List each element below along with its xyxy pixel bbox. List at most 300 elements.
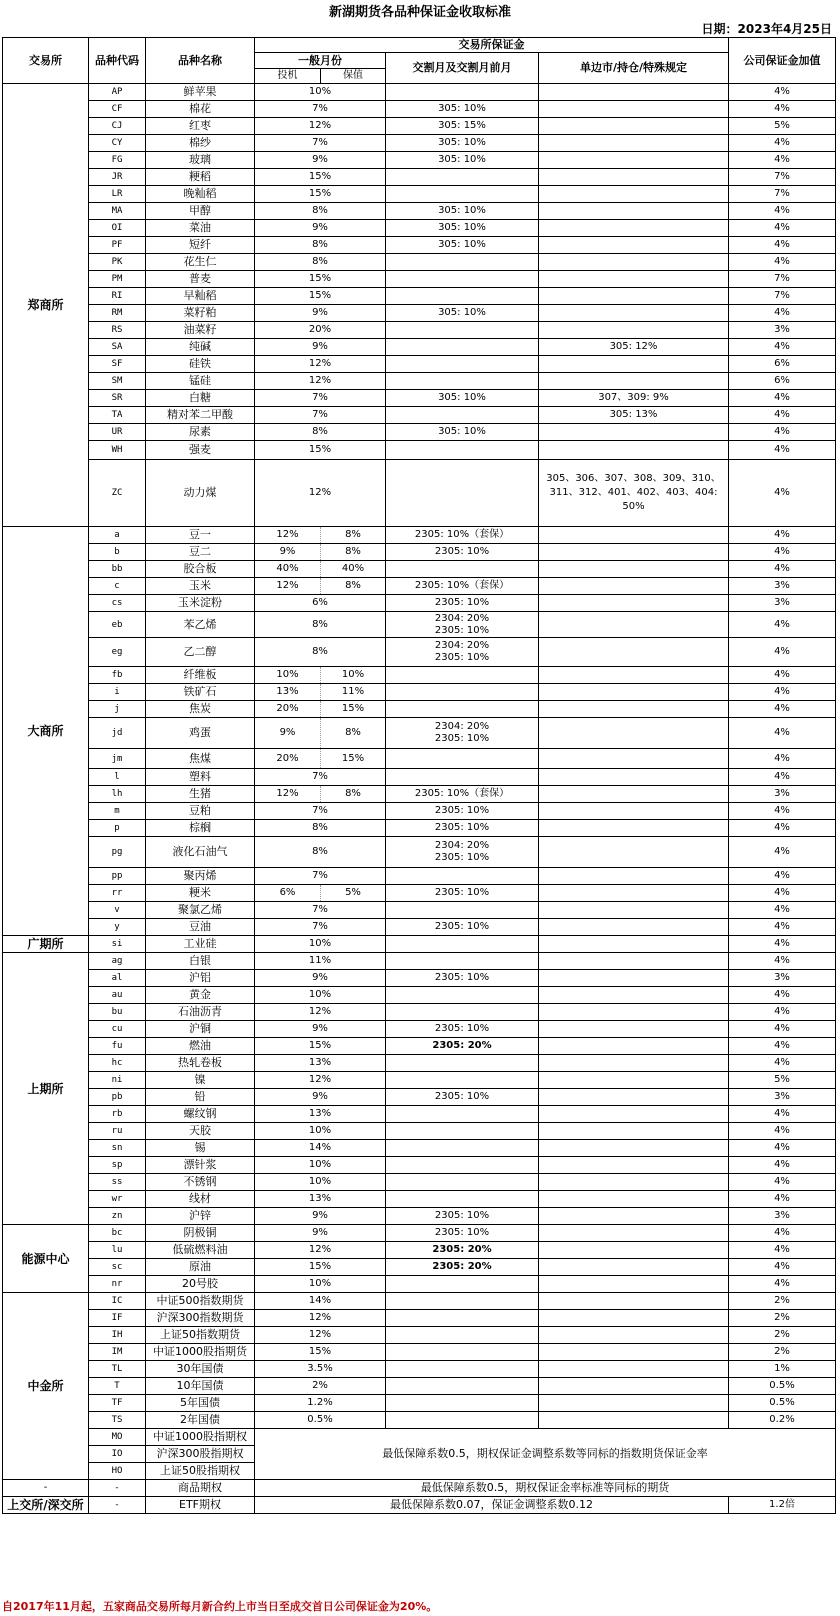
speculation-rate: 6% (255, 885, 321, 902)
product-code: FG (89, 152, 146, 169)
delivery-rate (386, 1140, 539, 1157)
special-rule (539, 305, 729, 322)
options-note: 最低保障系数0.5，期权保证金率标准等同标的期货 (255, 1480, 836, 1497)
company-add: 4% (729, 1157, 836, 1174)
special-rule (539, 786, 729, 803)
delivery-rate (386, 902, 539, 919)
product-code: v (89, 902, 146, 919)
table-row (3, 254, 836, 271)
product-name: 玻璃 (146, 152, 255, 169)
product-code: bb (89, 561, 146, 578)
product-code: IM (89, 1344, 146, 1361)
options-note: 最低保障系数0.5，期权保证金调整系数等同标的指数期货保证金率 (255, 1429, 836, 1480)
general-rate: 9% (255, 305, 386, 322)
exchange-name: 大商所 (3, 527, 89, 936)
product-code: T (89, 1378, 146, 1395)
general-rate: 12% (255, 356, 386, 373)
special-rule: 305: 13% (539, 407, 729, 424)
speculation-rate: 12% (255, 527, 321, 544)
general-rate: 13% (255, 1106, 386, 1123)
special-rule (539, 254, 729, 271)
product-name: 上证50股指期权 (146, 1463, 255, 1480)
table-row (3, 1293, 836, 1310)
general-rate: 7% (255, 101, 386, 118)
general-rate: 7% (255, 902, 386, 919)
table-row (3, 356, 836, 373)
table-row (3, 1038, 836, 1055)
product-code: SF (89, 356, 146, 373)
special-rule (539, 220, 729, 237)
special-rule (539, 135, 729, 152)
table-row (3, 837, 836, 868)
product-code: PK (89, 254, 146, 271)
general-rate: 11% (255, 953, 386, 970)
general-rate: 10% (255, 1123, 386, 1140)
delivery-rate: 2305: 10% (386, 1021, 539, 1038)
table-row (3, 1157, 836, 1174)
table-row (3, 1310, 836, 1327)
company-add: 4% (729, 684, 836, 701)
general-rate: 12% (255, 118, 386, 135)
company-add: 3% (729, 1089, 836, 1106)
product-code: PF (89, 237, 146, 254)
company-add: 6% (729, 356, 836, 373)
general-rate: 10% (255, 936, 386, 953)
delivery-rate (386, 769, 539, 786)
general-rate: 12% (255, 1242, 386, 1259)
special-rule (539, 118, 729, 135)
special-rule (539, 1174, 729, 1191)
delivery-rate (386, 1327, 539, 1344)
product-code: MA (89, 203, 146, 220)
company-add: 4% (729, 769, 836, 786)
special-rule (539, 373, 729, 390)
product-name: 30年国债 (146, 1361, 255, 1378)
header-hedge: 保值 (321, 69, 386, 84)
table-row (3, 305, 836, 322)
product-name: 棕榈 (146, 820, 255, 837)
table-row (3, 612, 836, 638)
table-row (3, 527, 836, 544)
table-row (3, 1412, 836, 1429)
delivery-rate: 2305: 10% (386, 885, 539, 902)
general-rate: 10% (255, 84, 386, 101)
delivery-rate: 2305: 10% (386, 970, 539, 987)
delivery-rate (386, 684, 539, 701)
product-name: 沪铝 (146, 970, 255, 987)
product-code: TL (89, 1361, 146, 1378)
company-add: 4% (729, 1276, 836, 1293)
product-code: ag (89, 953, 146, 970)
general-rate: 8% (255, 424, 386, 441)
product-name: 苯乙烯 (146, 612, 255, 638)
delivery-rate (386, 271, 539, 288)
delivery-rate (386, 1293, 539, 1310)
product-name: 沪深300指数期货 (146, 1310, 255, 1327)
table-row (3, 595, 836, 612)
delivery-rate (386, 749, 539, 769)
special-rule (539, 769, 729, 786)
speculation-rate: 12% (255, 786, 321, 803)
product-code: WH (89, 441, 146, 460)
delivery-rate (386, 1276, 539, 1293)
margin-table-body (3, 84, 836, 1514)
general-rate: 9% (255, 1021, 386, 1038)
table-row (3, 186, 836, 203)
product-name: 中证1000股指期货 (146, 1344, 255, 1361)
company-add: 1.2倍 (729, 1497, 836, 1514)
product-code: LR (89, 186, 146, 203)
product-code: IF (89, 1310, 146, 1327)
special-rule (539, 561, 729, 578)
delivery-rate: 2305: 10% (386, 1089, 539, 1106)
company-add: 4% (729, 1191, 836, 1208)
special-rule (539, 953, 729, 970)
company-add: 2% (729, 1327, 836, 1344)
table-row (3, 1344, 836, 1361)
product-name: 塑料 (146, 769, 255, 786)
table-row (3, 749, 836, 769)
company-add: 4% (729, 220, 836, 237)
special-rule (539, 667, 729, 684)
header-delivery: 交割月及交割月前月 (386, 53, 539, 84)
table-row (3, 953, 836, 970)
product-name: 晚籼稻 (146, 186, 255, 203)
table-row (3, 987, 836, 1004)
product-name: 菜籽粕 (146, 305, 255, 322)
product-code: RI (89, 288, 146, 305)
table-row (3, 701, 836, 718)
company-add: 6% (729, 373, 836, 390)
product-code: SR (89, 390, 146, 407)
product-name: 油菜籽 (146, 322, 255, 339)
general-rate: 9% (255, 1225, 386, 1242)
product-code: TA (89, 407, 146, 424)
company-add: 4% (729, 1140, 836, 1157)
product-name: 花生仁 (146, 254, 255, 271)
product-code: IC (89, 1293, 146, 1310)
product-name: 聚丙烯 (146, 868, 255, 885)
general-rate: 7% (255, 919, 386, 936)
table-row (3, 390, 836, 407)
table-row (3, 638, 836, 667)
delivery-rate (386, 356, 539, 373)
product-code: - (89, 1497, 146, 1514)
company-add: 4% (729, 339, 836, 356)
delivery-rate (386, 1395, 539, 1412)
company-add: 4% (729, 1055, 836, 1072)
product-name: 漂针浆 (146, 1157, 255, 1174)
table-row (3, 84, 836, 101)
general-rate: 14% (255, 1140, 386, 1157)
delivery-rate (386, 701, 539, 718)
product-name: 锡 (146, 1140, 255, 1157)
table-row (3, 561, 836, 578)
company-add: 4% (729, 561, 836, 578)
product-code: rr (89, 885, 146, 902)
table-row (3, 441, 836, 460)
table-row (3, 373, 836, 390)
delivery-rate: 2305: 10%（套保） (386, 527, 539, 544)
special-rule (539, 1361, 729, 1378)
margin-table (2, 37, 836, 1514)
table-row (3, 101, 836, 118)
table-row (3, 718, 836, 749)
special-rule (539, 1344, 729, 1361)
company-add: 2% (729, 1344, 836, 1361)
product-code: sp (89, 1157, 146, 1174)
table-row (3, 578, 836, 595)
delivery-rate (386, 1004, 539, 1021)
hedge-rate: 8% (321, 578, 386, 595)
product-name: 焦煤 (146, 749, 255, 769)
product-name: 铁矿石 (146, 684, 255, 701)
product-name: ETF期权 (146, 1497, 255, 1514)
special-rule (539, 885, 729, 902)
table-row (3, 885, 836, 902)
table-row (3, 1276, 836, 1293)
product-name: 豆一 (146, 527, 255, 544)
company-add: 4% (729, 135, 836, 152)
special-rule (539, 1157, 729, 1174)
table-row (3, 118, 836, 135)
table-row (3, 820, 836, 837)
table-row (3, 684, 836, 701)
product-name: 5年国债 (146, 1395, 255, 1412)
delivery-rate: 2305: 10% (386, 919, 539, 936)
hedge-rate: 10% (321, 667, 386, 684)
product-name: 红枣 (146, 118, 255, 135)
product-name: 胶合板 (146, 561, 255, 578)
delivery-rate: 2305: 10% (386, 803, 539, 820)
product-name: 不锈钢 (146, 1174, 255, 1191)
speculation-rate: 13% (255, 684, 321, 701)
table-row (3, 786, 836, 803)
product-name: 玉米淀粉 (146, 595, 255, 612)
product-name: 2年国债 (146, 1412, 255, 1429)
delivery-rate (386, 1310, 539, 1327)
exchange-name: - (3, 1480, 89, 1497)
general-rate: 9% (255, 152, 386, 169)
product-code: eg (89, 638, 146, 667)
product-code: pp (89, 868, 146, 885)
general-rate: 0.5% (255, 1412, 386, 1429)
delivery-rate: 305: 10% (386, 424, 539, 441)
delivery-rate (386, 1378, 539, 1395)
general-rate: 10% (255, 987, 386, 1004)
product-code: nr (89, 1276, 146, 1293)
company-add: 7% (729, 169, 836, 186)
general-rate: 8% (255, 237, 386, 254)
table-row (3, 1327, 836, 1344)
product-code: pb (89, 1089, 146, 1106)
general-rate: 10% (255, 1276, 386, 1293)
delivery-rate (386, 1174, 539, 1191)
header-general-month: 一般月份 (255, 53, 386, 69)
product-code: lh (89, 786, 146, 803)
company-add: 4% (729, 902, 836, 919)
special-rule (539, 288, 729, 305)
hedge-rate: 5% (321, 885, 386, 902)
product-name: 20号胶 (146, 1276, 255, 1293)
product-code: AP (89, 84, 146, 101)
table-row (3, 1191, 836, 1208)
company-add: 4% (729, 1004, 836, 1021)
general-rate: 15% (255, 1038, 386, 1055)
product-code: SA (89, 339, 146, 356)
general-rate: 6% (255, 595, 386, 612)
company-add: 7% (729, 271, 836, 288)
general-rate: 10% (255, 1174, 386, 1191)
delivery-rate (386, 288, 539, 305)
product-code: wr (89, 1191, 146, 1208)
company-add: 3% (729, 786, 836, 803)
product-name: 白银 (146, 953, 255, 970)
product-name: 中证500指数期货 (146, 1293, 255, 1310)
delivery-rate: 2305: 10% (386, 820, 539, 837)
special-rule (539, 970, 729, 987)
company-add: 4% (729, 701, 836, 718)
special-rule (539, 1038, 729, 1055)
delivery-rate: 305: 10% (386, 135, 539, 152)
product-code: CJ (89, 118, 146, 135)
table-row (3, 460, 836, 527)
hedge-rate: 8% (321, 527, 386, 544)
company-add: 4% (729, 667, 836, 684)
delivery-rate (386, 1157, 539, 1174)
company-add: 7% (729, 288, 836, 305)
speculation-rate: 20% (255, 749, 321, 769)
company-add: 2% (729, 1310, 836, 1327)
general-rate: 12% (255, 460, 386, 527)
table-row (3, 1004, 836, 1021)
product-name: 10年国债 (146, 1378, 255, 1395)
company-add: 4% (729, 718, 836, 749)
special-rule (539, 101, 729, 118)
header-company-add: 公司保证金加值 (729, 38, 836, 84)
speculation-rate: 9% (255, 718, 321, 749)
special-rule (539, 1140, 729, 1157)
general-rate: 14% (255, 1293, 386, 1310)
exchange-name: 中金所 (3, 1293, 89, 1480)
product-name: 阴极铜 (146, 1225, 255, 1242)
general-rate: 7% (255, 803, 386, 820)
special-rule: 305、306、307、308、309、310、311、312、401、402、403、404: 50% (539, 460, 729, 527)
company-add: 3% (729, 595, 836, 612)
general-rate: 15% (255, 288, 386, 305)
product-name: 工业硅 (146, 936, 255, 953)
company-add: 4% (729, 527, 836, 544)
company-add: 4% (729, 868, 836, 885)
product-name: 早籼稻 (146, 288, 255, 305)
product-name: 液化石油气 (146, 837, 255, 868)
product-name: 甲醇 (146, 203, 255, 220)
table-row (3, 1174, 836, 1191)
special-rule (539, 203, 729, 220)
delivery-rate: 305: 10% (386, 237, 539, 254)
table-row (3, 769, 836, 786)
product-name: 沪锌 (146, 1208, 255, 1225)
product-name: 普麦 (146, 271, 255, 288)
company-add: 4% (729, 1038, 836, 1055)
special-rule (539, 1310, 729, 1327)
delivery-rate: 2305: 20% (386, 1259, 539, 1276)
product-name: 强麦 (146, 441, 255, 460)
general-rate: 13% (255, 1191, 386, 1208)
product-name: 动力煤 (146, 460, 255, 527)
special-rule (539, 936, 729, 953)
table-row (3, 544, 836, 561)
delivery-rate: 2305: 20% (386, 1038, 539, 1055)
product-code: SM (89, 373, 146, 390)
product-name: 纤维板 (146, 667, 255, 684)
special-rule (539, 1293, 729, 1310)
company-add: 4% (729, 1106, 836, 1123)
delivery-rate: 305: 10% (386, 203, 539, 220)
product-name: 精对苯二甲酸 (146, 407, 255, 424)
product-code: IO (89, 1446, 146, 1463)
table-row (3, 1208, 836, 1225)
special-rule (539, 578, 729, 595)
special-rule (539, 271, 729, 288)
product-code: si (89, 936, 146, 953)
delivery-rate: 2305: 10%（套保） (386, 786, 539, 803)
special-rule (539, 1072, 729, 1089)
general-rate: 8% (255, 254, 386, 271)
special-rule (539, 1106, 729, 1123)
company-add: 4% (729, 1123, 836, 1140)
product-code: bc (89, 1225, 146, 1242)
product-name: 菜油 (146, 220, 255, 237)
product-code: JR (89, 169, 146, 186)
product-name: 焦炭 (146, 701, 255, 718)
product-code: OI (89, 220, 146, 237)
company-add: 4% (729, 203, 836, 220)
general-rate: 7% (255, 769, 386, 786)
company-add: 4% (729, 390, 836, 407)
product-code: ss (89, 1174, 146, 1191)
special-rule (539, 1004, 729, 1021)
special-rule (539, 1412, 729, 1429)
delivery-rate: 305: 10% (386, 101, 539, 118)
exchange-name: 广期所 (3, 936, 89, 953)
general-rate: 8% (255, 638, 386, 667)
company-add: 4% (729, 407, 836, 424)
special-rule (539, 718, 729, 749)
delivery-rate: 2305: 10% (386, 595, 539, 612)
product-name: 鸡蛋 (146, 718, 255, 749)
hedge-rate: 8% (321, 544, 386, 561)
product-name: 豆粕 (146, 803, 255, 820)
table-row (3, 1395, 836, 1412)
general-rate: 9% (255, 1089, 386, 1106)
product-name: 聚氯乙烯 (146, 902, 255, 919)
table-row (3, 339, 836, 356)
special-rule (539, 902, 729, 919)
table-row (3, 1242, 836, 1259)
company-add: 2% (729, 1293, 836, 1310)
delivery-rate (386, 1106, 539, 1123)
general-rate: 12% (255, 1004, 386, 1021)
general-rate: 15% (255, 169, 386, 186)
delivery-rate (386, 460, 539, 527)
product-code: - (89, 1480, 146, 1497)
hedge-rate: 15% (321, 701, 386, 718)
report-date: 日期：2023年4月25日 (701, 22, 832, 36)
delivery-rate: 2304: 20% 2305: 10% (386, 638, 539, 667)
product-name: 鲜苹果 (146, 84, 255, 101)
delivery-rate (386, 339, 539, 356)
